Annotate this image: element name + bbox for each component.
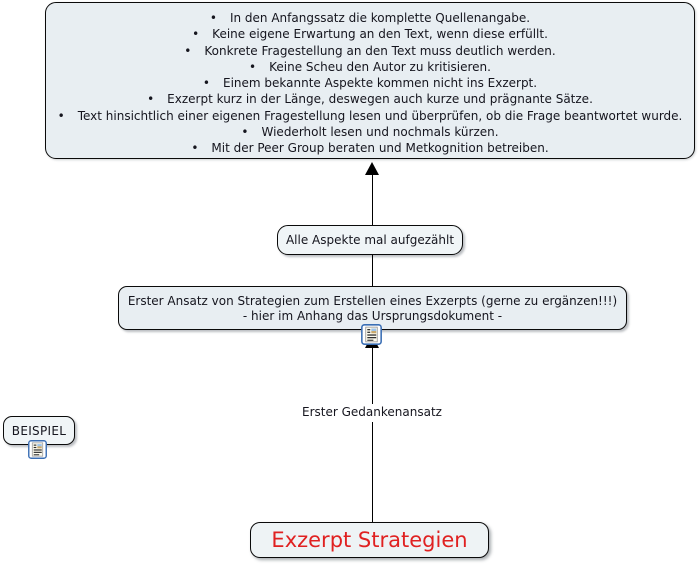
bullet-item: • Keine Scheu den Autor zu kritisieren. bbox=[249, 59, 491, 75]
node-label-line2: - hier im Anhang das Ursprungsdokument - bbox=[242, 309, 503, 323]
node-alle-aspekte[interactable] bbox=[277, 225, 463, 255]
connector-line bbox=[372, 422, 373, 522]
edge-label: Erster Gedankenansatz bbox=[297, 405, 447, 419]
connector-line bbox=[372, 175, 373, 225]
node-label-line1: Erster Ansatz von Strategien zum Erstellen eines Exzerpts (gerne zu ergänzen!!!) bbox=[127, 294, 618, 308]
bullet-item: • Keine eigene Erwartung an den Text, wenn diese erfüllt. bbox=[192, 26, 548, 42]
bullet-item: • Wiederholt lesen und nochmals kürzen. bbox=[241, 124, 498, 140]
node-label: Alle Aspekte mal aufgezählt bbox=[285, 233, 455, 247]
connector-line bbox=[372, 255, 373, 286]
notes-box[interactable] bbox=[45, 2, 695, 159]
node-root[interactable] bbox=[250, 522, 489, 558]
connector-line bbox=[372, 347, 373, 404]
attachment-icon[interactable] bbox=[28, 440, 47, 459]
bullet-item: • In den Anfangssatz die komplette Quellenangabe. bbox=[210, 10, 530, 26]
bullet-item: • Text hinsichtlich einer eigenen Fragestellung lesen und überprüfen, ob die Frage beantwortet wurde. bbox=[58, 108, 683, 124]
bullet-item: • Mit der Peer Group beraten und Metkognition betreiben. bbox=[191, 140, 548, 156]
node-label: BEISPIEL bbox=[11, 423, 67, 438]
attachment-icon[interactable] bbox=[361, 324, 382, 345]
bullet-item: • Exzerpt kurz in der Länge, deswegen auch kurze und prägnante Sätze. bbox=[147, 91, 593, 107]
bullet-item: • Konkrete Fragestellung an den Text muss deutlich werden. bbox=[184, 43, 555, 59]
bullet-item: • Einem bekannte Aspekte kommen nicht ins Exzerpt. bbox=[203, 75, 537, 91]
arrowhead-up-icon bbox=[365, 162, 379, 175]
root-label: Exzerpt Strategien bbox=[271, 528, 468, 552]
